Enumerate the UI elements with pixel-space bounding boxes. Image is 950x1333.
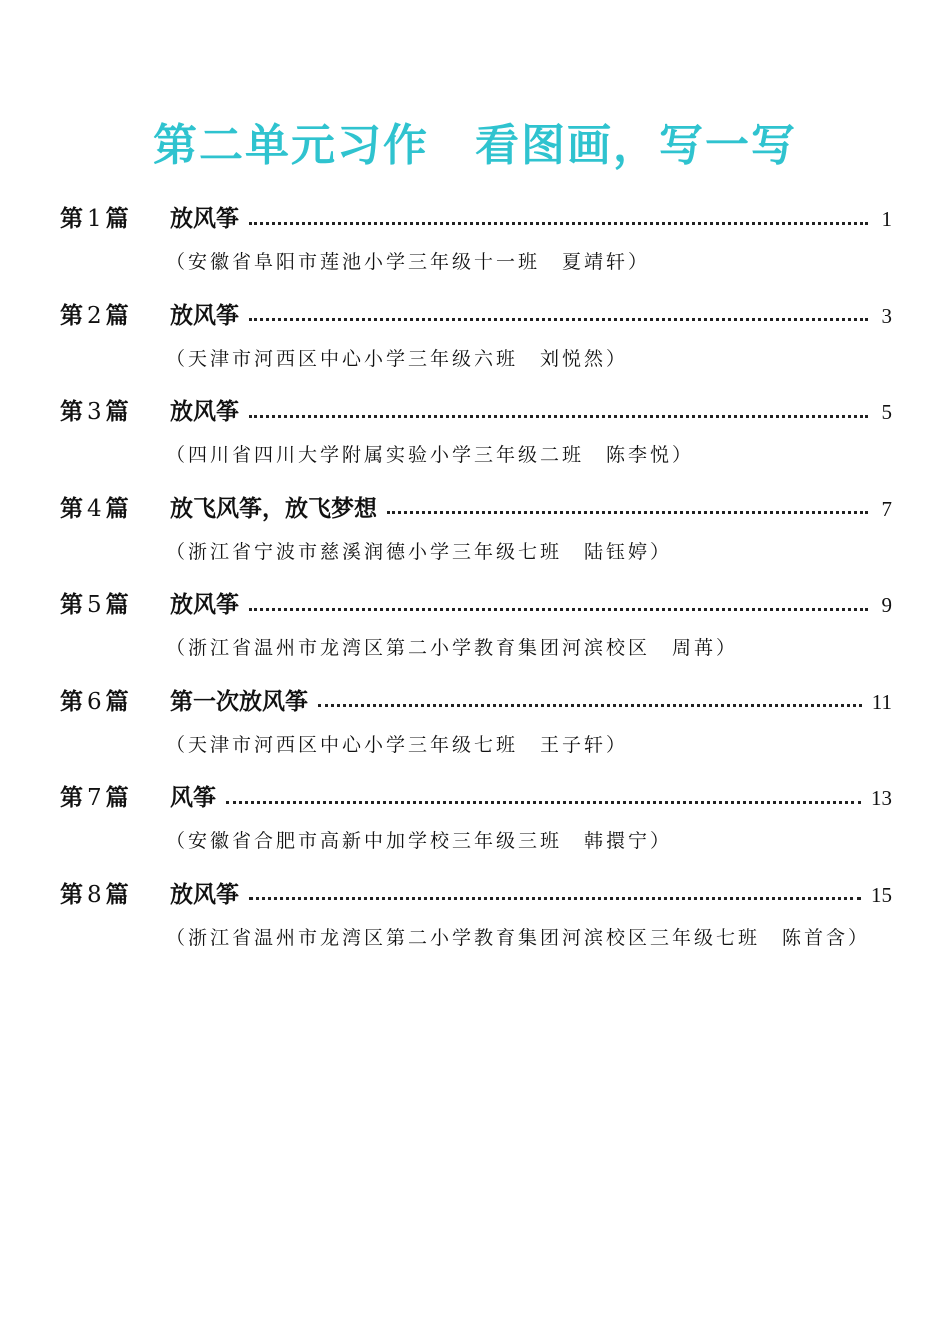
page-title: 第二单元习作 看图画，写一写 [153, 120, 797, 171]
toc-entry[interactable] [60, 293, 892, 390]
dot-leader [249, 897, 861, 900]
dot-leader [387, 511, 868, 514]
toc-entry-line [60, 196, 892, 242]
toc-entry-page: 3 [881, 303, 892, 328]
toc-entry-author: （天津市河西区中心小学三年级七班 王子轩） [166, 733, 629, 756]
toc-entry[interactable] [60, 679, 892, 776]
table-of-contents [60, 196, 892, 968]
toc-entry-title[interactable]: 放风筝 [170, 880, 239, 908]
toc-entry-author: （天津市河西区中心小学三年级六班 刘悦然） [166, 347, 629, 370]
toc-entry[interactable] [60, 582, 892, 679]
toc-entry-title[interactable]: 放风筝 [170, 205, 239, 232]
dot-leader [249, 608, 868, 611]
toc-entry-number: 第 3 篇 [60, 398, 129, 425]
toc-entry[interactable] [60, 196, 892, 293]
toc-entry[interactable] [60, 872, 892, 969]
toc-entry-title[interactable]: 第一次放风筝 [170, 687, 308, 715]
toc-entry-page: 13 [871, 786, 892, 810]
dot-leader [249, 415, 868, 418]
toc-entry-page: 1 [881, 207, 892, 231]
toc-entry-number: 第 7 篇 [60, 784, 129, 811]
dot-leader [249, 318, 868, 321]
toc-entry-page: 15 [871, 882, 892, 907]
toc-entry-line [60, 872, 892, 918]
dot-leader [226, 801, 861, 804]
toc-entry-number: 第 6 篇 [60, 687, 129, 715]
toc-entry-line [60, 775, 892, 821]
toc-entry-number: 第 8 篇 [60, 880, 129, 908]
toc-entry-line [60, 679, 892, 725]
toc-entry-title[interactable]: 放飞风筝，放飞梦想 [170, 494, 377, 522]
toc-entry-author: （浙江省温州市龙湾区第二小学教育集团河滨校区 周苒） [166, 637, 739, 659]
toc-entry-page: 5 [881, 400, 892, 424]
toc-entry-number: 第 5 篇 [60, 591, 129, 618]
toc-entry-line [60, 486, 892, 532]
toc-entry-line [60, 293, 892, 339]
toc-entry-author: （浙江省宁波市慈溪润德小学三年级七班 陆钰婷） [166, 540, 673, 563]
dot-leader [249, 222, 868, 225]
toc-entry-author: （安徽省合肥市高新中加学校三年级三班 韩擐宁） [166, 830, 673, 852]
toc-entry-title[interactable]: 放风筝 [170, 591, 239, 618]
toc-entry-page: 11 [871, 689, 892, 714]
toc-entry-author: （四川省四川大学附属实验小学三年级二班 陈李悦） [166, 444, 695, 466]
toc-entry-title[interactable]: 风筝 [170, 784, 216, 811]
toc-entry-number: 第 2 篇 [60, 301, 129, 329]
toc-entry[interactable] [60, 775, 892, 872]
dot-leader [318, 704, 862, 707]
toc-entry-author: （浙江省温州市龙湾区第二小学教育集团河滨校区三年级七班 陈首含） [166, 926, 871, 949]
toc-entry[interactable] [60, 486, 892, 583]
toc-entry-author: （安徽省阜阳市莲池小学三年级十一班 夏靖轩） [166, 251, 651, 273]
toc-entry-title[interactable]: 放风筝 [170, 398, 239, 425]
toc-entry-page: 9 [881, 593, 892, 617]
toc-entry-line [60, 389, 892, 435]
toc-entry-number: 第 4 篇 [60, 494, 129, 522]
toc-entry[interactable] [60, 389, 892, 486]
toc-entry-number: 第 1 篇 [60, 205, 129, 232]
toc-entry-page: 7 [881, 496, 892, 521]
toc-entry-line [60, 582, 892, 628]
toc-entry-title[interactable]: 放风筝 [170, 301, 239, 329]
